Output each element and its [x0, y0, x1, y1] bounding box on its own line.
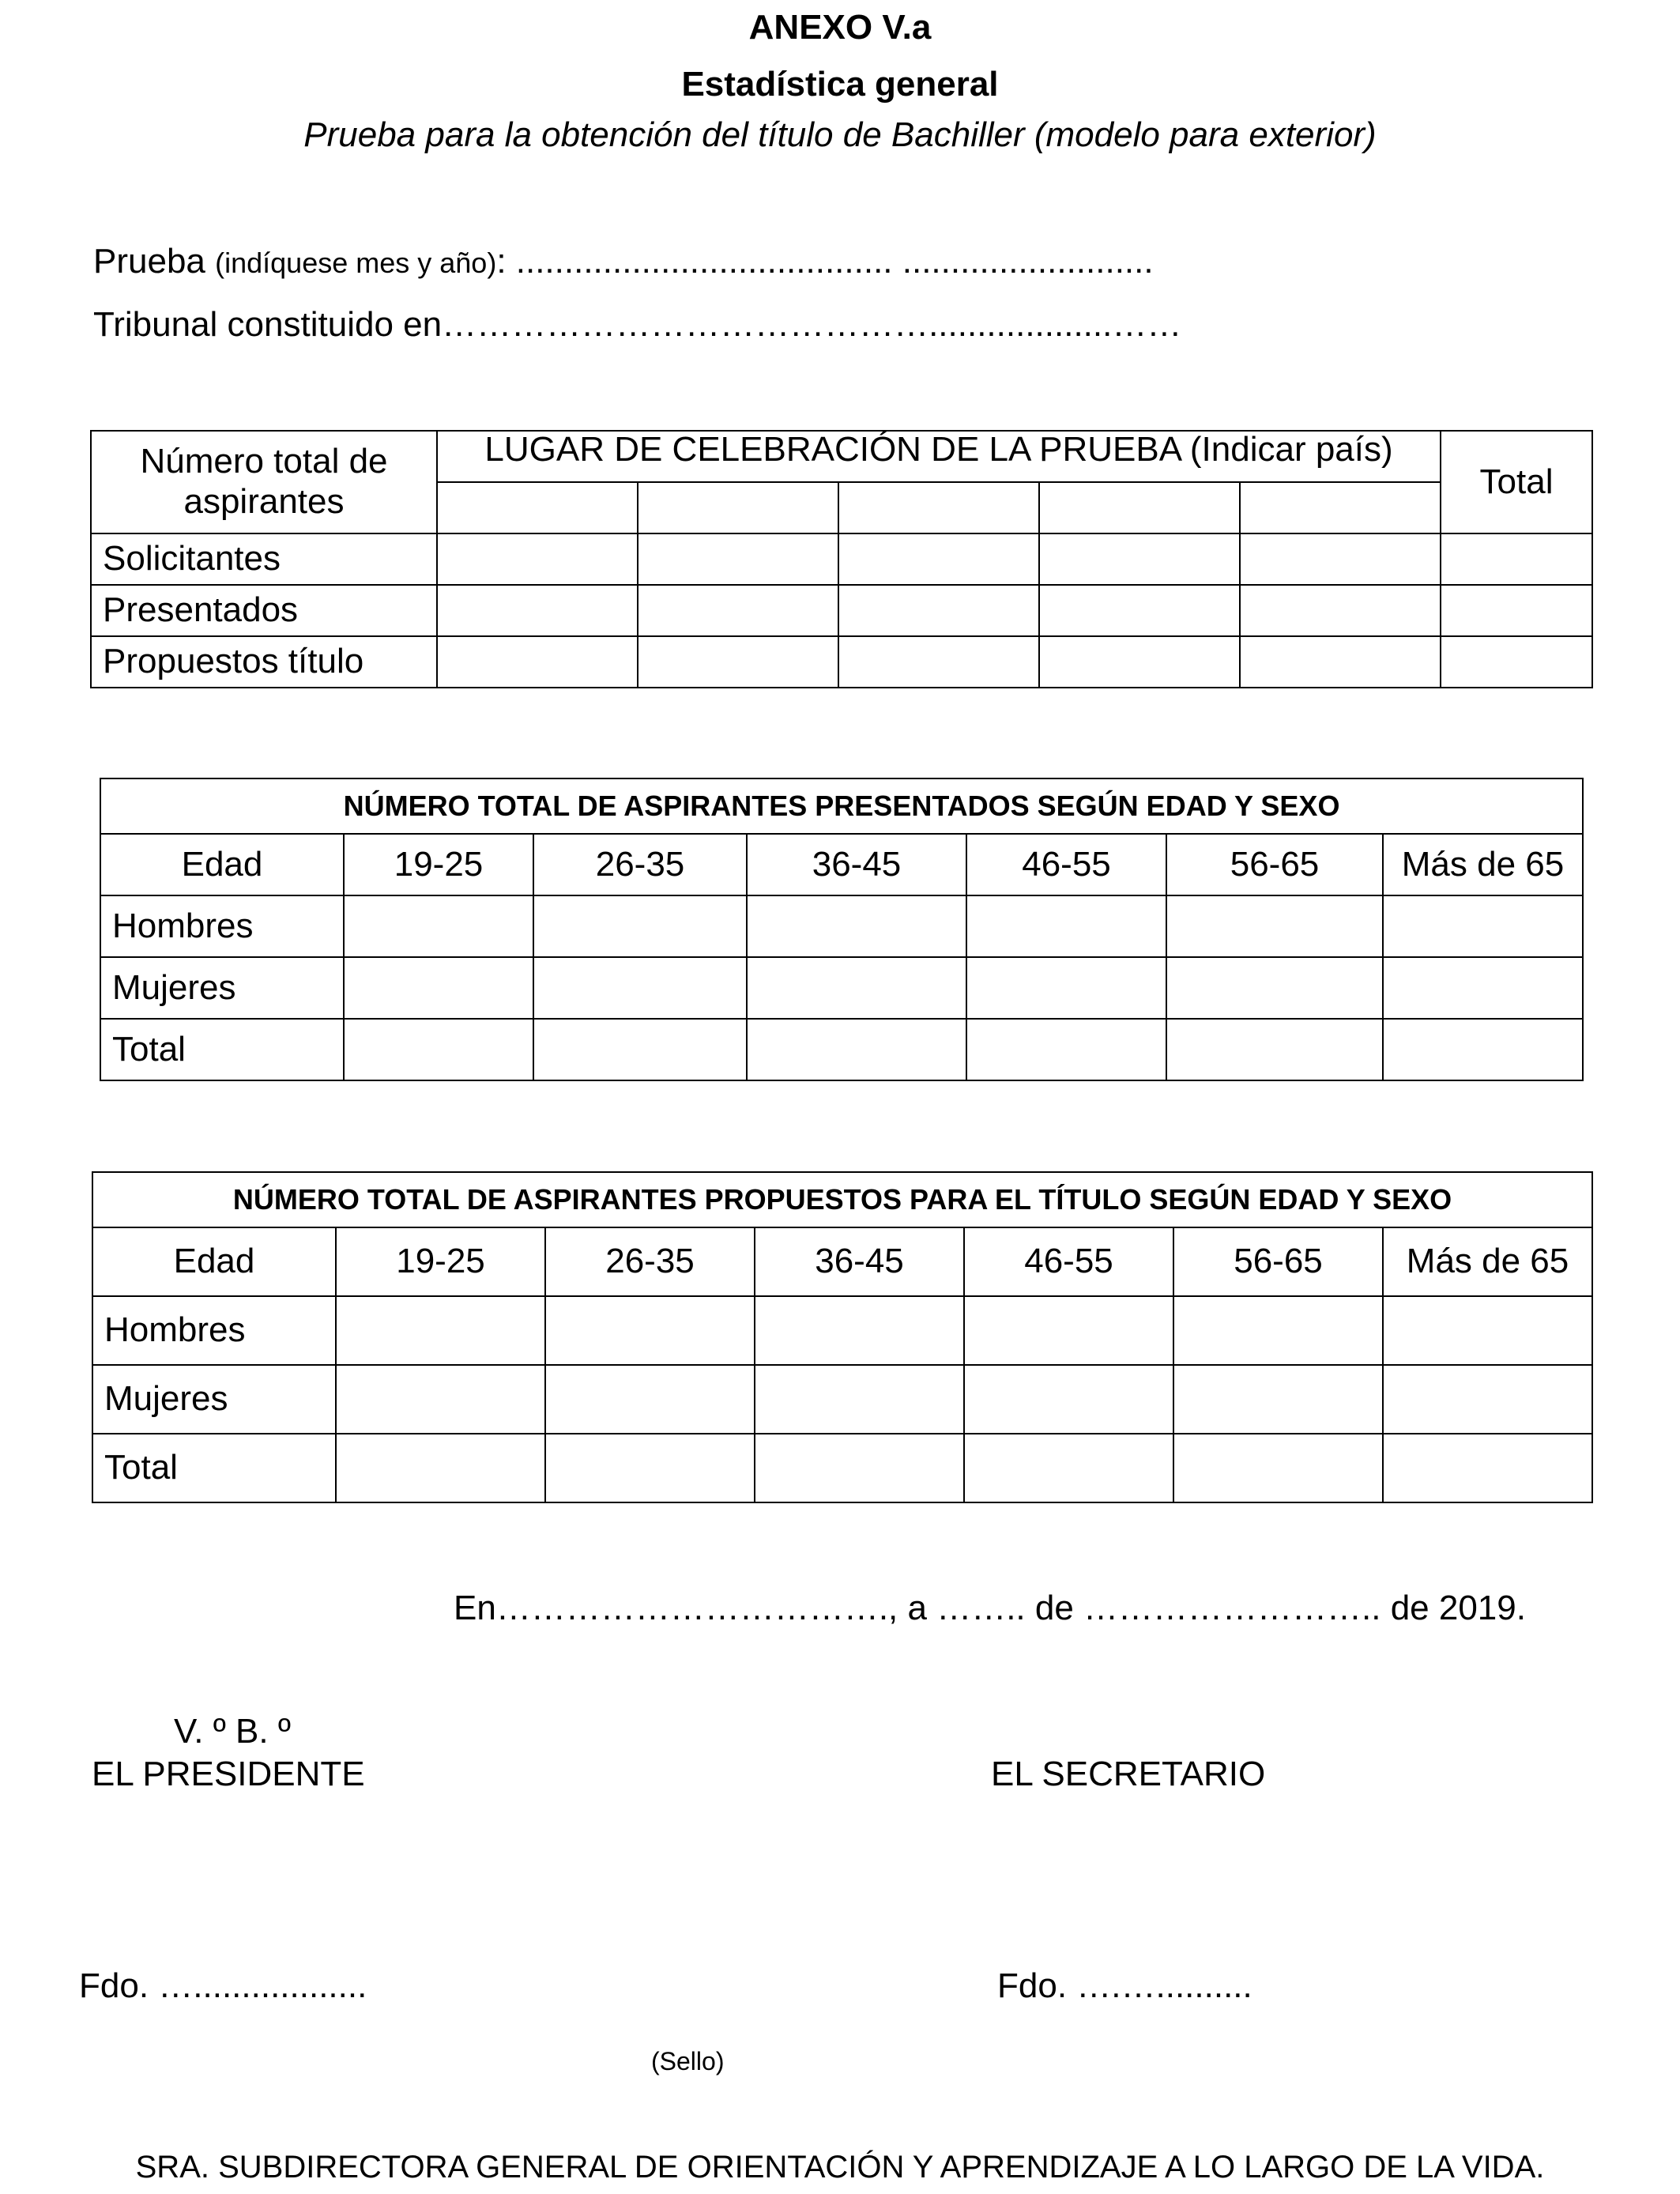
table-row — [91, 585, 1592, 636]
data-cell[interactable] — [1383, 957, 1583, 1019]
data-cell[interactable] — [1383, 1434, 1592, 1502]
data-cell[interactable] — [1039, 533, 1240, 585]
country-cell[interactable] — [437, 482, 638, 533]
fdo-secretario[interactable]: Fdo. ….….......... — [997, 1966, 1252, 2005]
data-cell[interactable] — [437, 585, 638, 636]
column-header: 36-45 — [747, 834, 966, 895]
data-cell[interactable] — [1441, 636, 1592, 688]
data-cell[interactable] — [545, 1434, 755, 1502]
data-cell[interactable] — [838, 585, 1039, 636]
column-header: 19-25 — [336, 1227, 545, 1296]
data-cell[interactable] — [966, 957, 1166, 1019]
prueba-label: Prueba — [93, 242, 205, 281]
data-cell[interactable] — [1240, 533, 1441, 585]
row-label: Solicitantes — [91, 533, 437, 585]
column-header: 26-35 — [533, 834, 747, 895]
tribunal-dots[interactable]: ……………………………………...................…… — [442, 305, 1182, 344]
table-row — [92, 1296, 1592, 1365]
data-cell[interactable] — [336, 1434, 545, 1502]
column-header: 26-35 — [545, 1227, 755, 1296]
data-cell[interactable] — [1039, 636, 1240, 688]
data-cell[interactable] — [1383, 1296, 1592, 1365]
prueba-field — [93, 242, 1154, 281]
data-cell[interactable] — [1173, 1365, 1383, 1434]
column-header: Edad — [92, 1227, 336, 1296]
document-subtitle: Estadística general — [681, 65, 999, 104]
visto-bueno-label: V. º B. º — [174, 1712, 291, 1751]
table-row — [91, 533, 1592, 585]
row-label: Total — [92, 1434, 336, 1502]
presidente-label: EL PRESIDENTE — [92, 1755, 365, 1793]
corner-label: Número total de aspirantes — [91, 431, 437, 533]
column-header: 56-65 — [1173, 1227, 1383, 1296]
data-cell[interactable] — [336, 1365, 545, 1434]
row-label: Hombres — [100, 895, 344, 957]
column-header: 56-65 — [1166, 834, 1383, 895]
addressee-footer: SRA. SUBDIRECTORA GENERAL DE ORIENTACIÓN Y APRENDIZAJE A LO LARGO DE LA VIDA. — [135, 2150, 1545, 2185]
data-cell[interactable] — [755, 1434, 964, 1502]
table-row — [91, 636, 1592, 688]
data-cell[interactable] — [1166, 957, 1383, 1019]
row-label: Hombres — [92, 1296, 336, 1365]
data-cell[interactable] — [638, 533, 838, 585]
data-cell[interactable] — [344, 957, 533, 1019]
data-cell[interactable] — [1039, 585, 1240, 636]
column-header: 46-55 — [964, 1227, 1173, 1296]
data-cell[interactable] — [1240, 585, 1441, 636]
table-row — [92, 1434, 1592, 1502]
data-cell[interactable] — [1240, 636, 1441, 688]
data-cell[interactable] — [966, 895, 1166, 957]
row-label: Mujeres — [100, 957, 344, 1019]
data-cell[interactable] — [533, 1019, 747, 1080]
row-label: Propuestos título — [91, 636, 437, 688]
country-cell[interactable] — [1240, 482, 1441, 533]
prueba-dots[interactable]: : ....................................... .......................... — [496, 242, 1154, 281]
table-row — [100, 895, 1583, 957]
data-cell[interactable] — [747, 895, 966, 957]
total-header: Total — [1441, 431, 1592, 533]
row-label: Mujeres — [92, 1365, 336, 1434]
data-cell[interactable] — [1441, 585, 1592, 636]
table-title: NÚMERO TOTAL DE ASPIRANTES PROPUESTOS PARA EL TÍTULO SEGÚN EDAD Y SEXO — [92, 1172, 1592, 1227]
data-cell[interactable] — [1383, 1019, 1583, 1080]
column-header: 19-25 — [344, 834, 533, 895]
column-header: 46-55 — [966, 834, 1166, 895]
data-cell[interactable] — [638, 636, 838, 688]
data-cell[interactable] — [964, 1365, 1173, 1434]
data-cell[interactable] — [344, 1019, 533, 1080]
date-place-line[interactable]: En……………………………., a …….. de …………………….. de 2019. — [454, 1589, 1526, 1627]
tribunal-label: Tribunal constituido en — [93, 305, 443, 344]
data-cell[interactable] — [344, 895, 533, 957]
table-row — [100, 957, 1583, 1019]
data-cell[interactable] — [1166, 1019, 1383, 1080]
data-cell[interactable] — [1441, 533, 1592, 585]
data-cell[interactable] — [545, 1365, 755, 1434]
column-header: Edad — [100, 834, 344, 895]
tribunal-field — [93, 305, 1181, 345]
data-cell[interactable] — [1173, 1434, 1383, 1502]
presentados-edad-sexo-table — [100, 778, 1584, 1081]
data-cell[interactable] — [1383, 1365, 1592, 1434]
table-row — [100, 1019, 1583, 1080]
lugar-header: LUGAR DE CELEBRACIÓN DE LA PRUEBA (Indicar país) — [437, 431, 1441, 482]
data-cell[interactable] — [755, 1296, 964, 1365]
data-cell[interactable] — [545, 1296, 755, 1365]
data-cell[interactable] — [1173, 1296, 1383, 1365]
propuestos-edad-sexo-table — [92, 1171, 1593, 1503]
data-cell[interactable] — [755, 1365, 964, 1434]
country-cell[interactable] — [838, 482, 1039, 533]
data-cell[interactable] — [437, 533, 638, 585]
data-cell[interactable] — [966, 1019, 1166, 1080]
data-cell[interactable] — [838, 533, 1039, 585]
data-cell[interactable] — [1166, 895, 1383, 957]
table-title: NÚMERO TOTAL DE ASPIRANTES PRESENTADOS SEGÚN EDAD Y SEXO — [100, 778, 1583, 834]
data-cell[interactable] — [747, 957, 966, 1019]
data-cell[interactable] — [533, 957, 747, 1019]
country-cell[interactable] — [638, 482, 838, 533]
row-label: Total — [100, 1019, 344, 1080]
fdo-presidente[interactable]: Fdo. ….................. — [79, 1966, 367, 2005]
data-cell[interactable] — [747, 1019, 966, 1080]
data-cell[interactable] — [964, 1434, 1173, 1502]
sello-label: (Sello) — [651, 2047, 725, 2075]
column-header: Más de 65 — [1383, 834, 1583, 895]
document-description: Prueba para la obtención del título de Bachiller (modelo para exterior) — [303, 115, 1377, 154]
data-cell[interactable] — [838, 636, 1039, 688]
column-header: Más de 65 — [1383, 1227, 1592, 1296]
data-cell[interactable] — [533, 895, 747, 957]
annex-title: ANEXO V.a — [748, 8, 932, 47]
prueba-hint: (indíquese mes y año) — [215, 247, 497, 279]
country-cell[interactable] — [1039, 482, 1240, 533]
data-cell[interactable] — [437, 636, 638, 688]
data-cell[interactable] — [1383, 895, 1583, 957]
table-row — [92, 1365, 1592, 1434]
secretario-label: EL SECRETARIO — [991, 1755, 1266, 1793]
data-cell[interactable] — [964, 1296, 1173, 1365]
column-header: 36-45 — [755, 1227, 964, 1296]
data-cell[interactable] — [336, 1296, 545, 1365]
aspirantes-lugar-table — [90, 430, 1593, 688]
row-label: Presentados — [91, 585, 437, 636]
data-cell[interactable] — [638, 585, 838, 636]
